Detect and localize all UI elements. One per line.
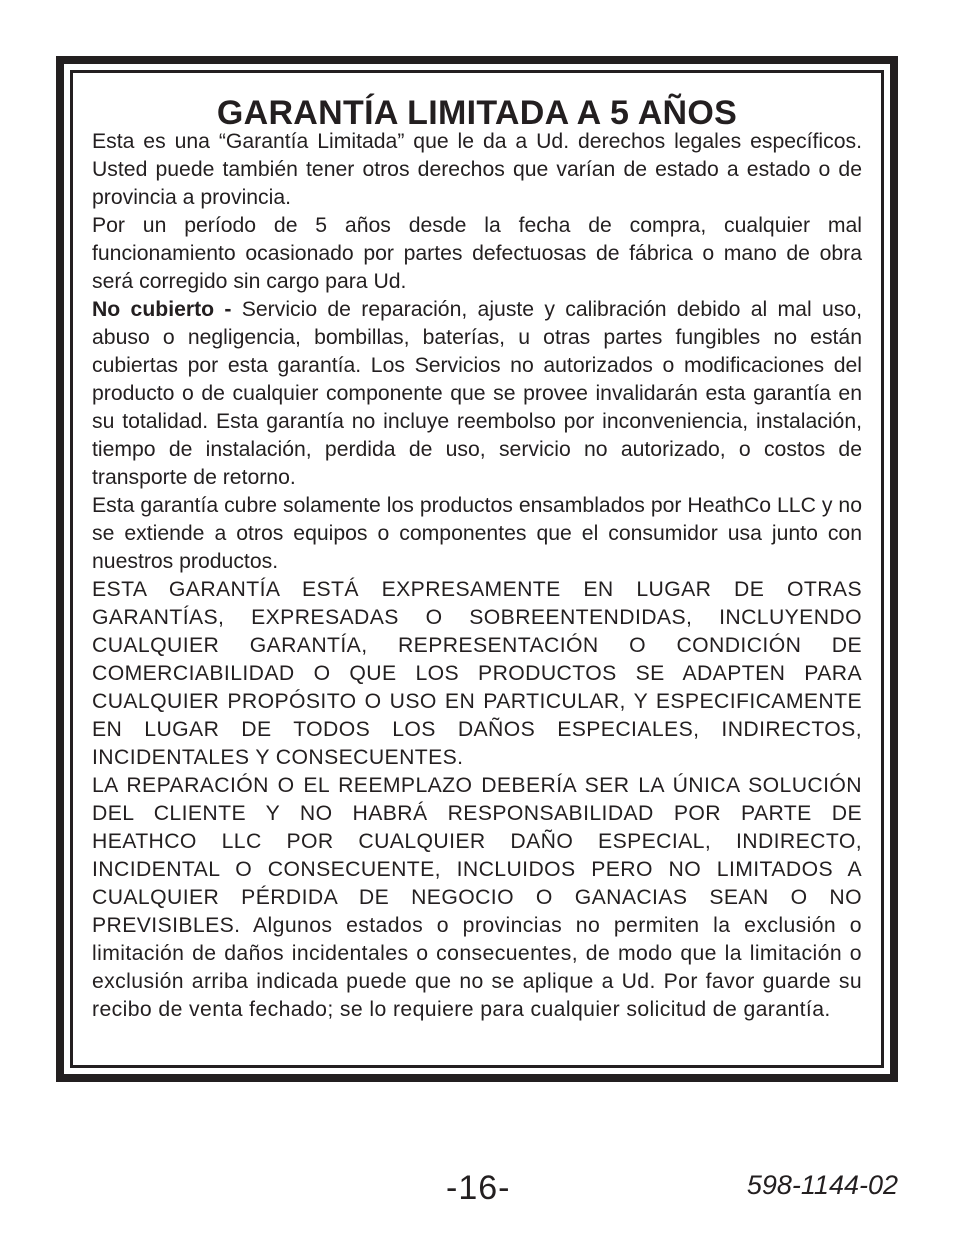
- warranty-paragraph-remedy: LA REPARACIÓN O EL REEMPLAZO DEBERÍA SER LA ÚNICA SOLUCIÓN DEL CLIENTE Y NO HABRÁ RESPONSABILIDAD POR PARTE DE HEATHCO LLC POR CUALQUIER DAÑO ESPECIAL, INDIRECTO, INCIDENTAL O CONSECUENTE, INCLUIDOS PERO NO LIMITADOS A CUALQUIER PÉRDIDA DE NEGOCIO O GANACIAS SEAN O NO PREVISIBLES. Algunos estados o provincias no permiten la exclusión o limitación de daños incidentales o consecuentes, de modo que la limitación o exclusión arriba indicada puede que no se aplique a Ud. Por favor guarde su recibo de venta fechado; se lo requiere para cualquier solicitud de garantía.: [92, 774, 862, 1021]
- page-number: -16-: [446, 1169, 511, 1207]
- document-code: 598-1144-02: [746, 1170, 898, 1200]
- warranty-paragraph-coverage: Por un período de 5 años desde la fecha de compra, cualquier mal funcionamiento ocasionado por partes defectuosas de fábrica o mano de obra será corregido sin cargo para Ud.: [92, 214, 862, 293]
- not-covered-text: Servicio de reparación, ajuste y calibración debido al mal uso, abuso o negligencia, bombillas, baterías, u otras partes fungibles no están cubiertas por esta garantía. Los Servicios no autorizados o modificaciones del producto o de cualquier componente que se provee invalidarán esta garantía en su totalidad. Esta garantía no incluye reembolso por inconveniencia, instalación, tiempo de instalación, perdida de uso, servicio no autorizado, o costos de transporte de retorno.: [92, 298, 862, 489]
- warranty-box: [56, 56, 898, 1082]
- warranty-paragraph-not-covered: [92, 296, 862, 492]
- warranty-content: [92, 94, 862, 1054]
- warranty-paragraph-intro: Esta es una “Garantía Limitada” que le da a Ud. derechos legales específicos. Usted puede también tener otros derechos que varían de estado a estado o de provincia a provincia.: [92, 130, 862, 209]
- warranty-paragraph-scope: Esta garantía cubre solamente los productos ensamblados por HeathCo LLC y no se extiende a otros equipos o componentes que el consumidor usa junto con nuestros productos.: [92, 494, 862, 573]
- warranty-title: GARANTÍA LIMITADA A 5 AÑOS: [216, 94, 738, 132]
- warranty-paragraph-disclaimer: ESTA GARANTÍA ESTÁ EXPRESAMENTE EN LUGAR DE OTRAS GARANTÍAS, EXPRESADAS O SOBREENTENDIDAS, INCLUYENDO CUALQUIER GARANTÍA, REPRESENTACIÓN O CONDICIÓN DE COMERCIABILIDAD O QUE LOS PRODUCTOS SE ADAPTEN PARA CUALQUIER PROPÓSITO O USO EN PARTICULAR, Y ESPECIFICAMENTE EN LUGAR DE TODOS LOS DAÑOS ESPECIALES, INDIRECTOS, INCIDENTALES Y CONSECUENTES.: [92, 578, 862, 769]
- not-covered-label: No cubierto -: [92, 298, 232, 321]
